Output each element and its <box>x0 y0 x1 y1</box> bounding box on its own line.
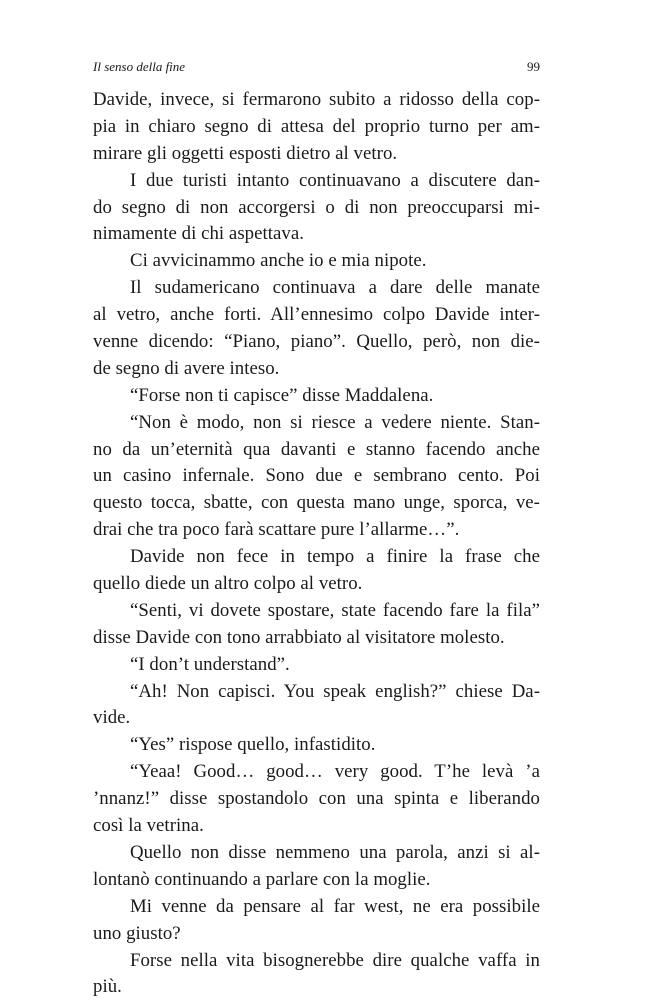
text-line: Mi venne da pensare al far west, ne era possibile <box>130 895 540 917</box>
text-line: “Forse non ti capisce” disse Maddalena. <box>130 384 434 406</box>
text-line: uno giusto? <box>93 922 181 944</box>
body-text <box>93 87 540 1001</box>
text-line: Quello non disse nemmeno una parola, anzi si al- <box>130 841 540 863</box>
text-line: “Yes” rispose quello, infastidito. <box>130 734 376 756</box>
text-line: Davide non fece in tempo a finire la frase che <box>130 546 540 568</box>
text-line: “Non è modo, non si riesce a vedere niente. Stan- <box>130 411 540 433</box>
text-line: do segno di non accorgersi o di non preoccuparsi mi- <box>93 196 540 218</box>
text-line: no da un’eternità qua davanti e stanno facendo anche <box>93 438 540 460</box>
running-head-title: Il senso della fine <box>93 59 186 74</box>
text-line: mirare gli oggetti esposti dietro al vetro. <box>93 142 398 164</box>
text-line: vide. <box>93 707 131 729</box>
text-line: venne dicendo: “Piano, piano”. Quello, però, non die- <box>93 331 540 353</box>
text-line: I due turisti intanto continuavano a discutere dan- <box>130 169 540 191</box>
text-line: “Yeaa! Good… good… very good. T’he levà ’a <box>130 761 540 783</box>
text-line: Il sudamericano continuava a dare delle manate <box>130 277 540 299</box>
text-line: Forse nella vita bisognerebbe dire qualche vaffa in <box>130 949 540 971</box>
text-line: al vetro, anche forti. All’ennesimo colpo Davide inter- <box>93 304 540 326</box>
text-line: quello diede un altro colpo al vetro. <box>93 573 363 595</box>
page-number: 99 <box>527 59 540 74</box>
text-line: de segno di avere inteso. <box>93 357 280 379</box>
text-line: Ci avvicinammo anche io e mia nipote. <box>130 250 427 272</box>
text-line: più. <box>93 976 122 998</box>
text-line: “I don’t understand”. <box>130 653 290 675</box>
text-line: un casino infernale. Sono due e sembrano cento. Poi <box>93 465 540 487</box>
text-line: lontanò continuando a parlare con la moglie. <box>93 868 431 890</box>
running-header <box>93 56 540 78</box>
text-line: questo tocca, sbatte, con questa mano unge, sporca, ve- <box>93 492 540 514</box>
text-line: “Ah! Non capisci. You speak english?” chiese Da- <box>130 680 540 702</box>
text-line: così la vetrina. <box>93 815 204 837</box>
text-line: drai che tra poco farà scattare pure l’allarme…”. <box>93 519 460 541</box>
text-line: nimamente di chi aspettava. <box>93 223 304 245</box>
text-line: disse Davide con tono arrabbiato al visitatore molesto. <box>93 626 505 648</box>
text-line: ’nnanz!” disse spostandolo con una spinta e liberando <box>93 788 540 810</box>
text-line: “Senti, vi dovete spostare, state facendo fare la fila” <box>130 599 540 621</box>
text-line: pia in chiaro segno di attesa del proprio turno per am- <box>93 115 540 137</box>
text-line: Davide, invece, si fermarono subito a ridosso della cop- <box>93 89 540 110</box>
